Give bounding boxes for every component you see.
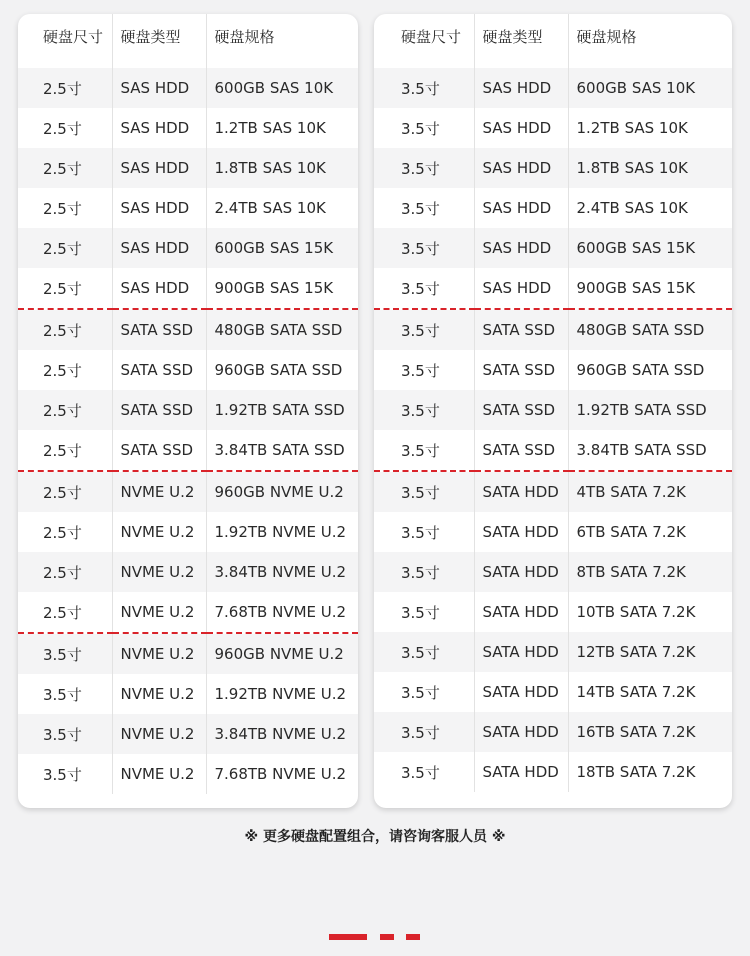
cell-type: SATA SSD bbox=[112, 390, 206, 430]
cell-size: 3.5寸 bbox=[374, 148, 474, 188]
right-table-body bbox=[374, 68, 732, 792]
cell-size: 2.5寸 bbox=[18, 148, 112, 188]
cell-size: 3.5寸 bbox=[18, 674, 112, 714]
cell-type: SAS HDD bbox=[474, 108, 568, 148]
header-type: 硬盘类型 bbox=[474, 14, 568, 68]
table-row bbox=[374, 672, 732, 712]
cell-size: 2.5寸 bbox=[18, 108, 112, 148]
cell-size: 3.5寸 bbox=[374, 390, 474, 430]
table-row bbox=[18, 68, 358, 108]
cell-size: 2.5寸 bbox=[18, 471, 112, 512]
table-row bbox=[374, 752, 732, 792]
cell-type: SATA SSD bbox=[474, 390, 568, 430]
cell-spec: 960GB SATA SSD bbox=[206, 350, 358, 390]
cell-size: 3.5寸 bbox=[374, 228, 474, 268]
table-row bbox=[374, 148, 732, 188]
cell-spec: 10TB SATA 7.2K bbox=[568, 592, 732, 632]
table-header-row bbox=[18, 14, 358, 68]
cell-spec: 2.4TB SAS 10K bbox=[206, 188, 358, 228]
table-row bbox=[18, 471, 358, 512]
cell-spec: 7.68TB NVME U.2 bbox=[206, 754, 358, 794]
cell-size: 2.5寸 bbox=[18, 552, 112, 592]
cell-type: SAS HDD bbox=[112, 68, 206, 108]
table-row bbox=[18, 552, 358, 592]
table-row bbox=[374, 188, 732, 228]
cell-spec: 600GB SAS 15K bbox=[568, 228, 732, 268]
cell-type: SATA HDD bbox=[474, 752, 568, 792]
table-row bbox=[18, 350, 358, 390]
table-row bbox=[18, 633, 358, 674]
cell-spec: 1.8TB SAS 10K bbox=[568, 148, 732, 188]
cell-type: SAS HDD bbox=[112, 148, 206, 188]
cell-spec: 960GB SATA SSD bbox=[568, 350, 732, 390]
cell-type: SATA HDD bbox=[474, 592, 568, 632]
table-row bbox=[374, 68, 732, 108]
cell-size: 2.5寸 bbox=[18, 309, 112, 350]
table-row bbox=[18, 148, 358, 188]
cell-spec: 1.2TB SAS 10K bbox=[206, 108, 358, 148]
cell-type: SAS HDD bbox=[112, 188, 206, 228]
table-row bbox=[18, 754, 358, 794]
cell-spec: 2.4TB SAS 10K bbox=[568, 188, 732, 228]
table-row bbox=[374, 430, 732, 471]
header-spec: 硬盘规格 bbox=[206, 14, 358, 68]
cell-spec: 4TB SATA 7.2K bbox=[568, 471, 732, 512]
cell-type: SAS HDD bbox=[112, 108, 206, 148]
cell-size: 3.5寸 bbox=[18, 714, 112, 754]
cell-size: 3.5寸 bbox=[374, 471, 474, 512]
cell-type: SATA HDD bbox=[474, 471, 568, 512]
cell-spec: 900GB SAS 15K bbox=[568, 268, 732, 309]
cell-size: 3.5寸 bbox=[18, 754, 112, 794]
header-spec: 硬盘规格 bbox=[568, 14, 732, 68]
cell-size: 2.5寸 bbox=[18, 592, 112, 633]
cell-type: SAS HDD bbox=[474, 268, 568, 309]
cell-type: NVME U.2 bbox=[112, 674, 206, 714]
table-row bbox=[18, 268, 358, 309]
cell-spec: 960GB NVME U.2 bbox=[206, 633, 358, 674]
cell-type: SATA HDD bbox=[474, 552, 568, 592]
cell-spec: 960GB NVME U.2 bbox=[206, 471, 358, 512]
cell-size: 3.5寸 bbox=[18, 633, 112, 674]
table-row bbox=[18, 674, 358, 714]
table-row bbox=[374, 268, 732, 309]
cell-type: NVME U.2 bbox=[112, 714, 206, 754]
cell-type: SAS HDD bbox=[474, 68, 568, 108]
cell-spec: 12TB SATA 7.2K bbox=[568, 632, 732, 672]
table-row bbox=[374, 592, 732, 632]
cell-spec: 3.84TB NVME U.2 bbox=[206, 714, 358, 754]
cell-type: SAS HDD bbox=[474, 228, 568, 268]
cell-type: SAS HDD bbox=[112, 268, 206, 309]
cell-spec: 600GB SAS 15K bbox=[206, 228, 358, 268]
cell-type: SATA HDD bbox=[474, 512, 568, 552]
table-row bbox=[18, 714, 358, 754]
header-size: 硬盘尺寸 bbox=[43, 28, 104, 46]
table-row bbox=[374, 228, 732, 268]
cell-size: 3.5寸 bbox=[374, 552, 474, 592]
cell-size: 2.5寸 bbox=[18, 228, 112, 268]
cell-spec: 3.84TB SATA SSD bbox=[568, 430, 732, 471]
cell-type: SATA SSD bbox=[112, 350, 206, 390]
dash-short bbox=[380, 934, 394, 940]
cell-spec: 14TB SATA 7.2K bbox=[568, 672, 732, 712]
table-row bbox=[18, 592, 358, 633]
cell-size: 2.5寸 bbox=[18, 188, 112, 228]
cell-size: 3.5寸 bbox=[374, 268, 474, 309]
cell-size: 2.5寸 bbox=[18, 512, 112, 552]
cell-spec: 6TB SATA 7.2K bbox=[568, 512, 732, 552]
cell-type: NVME U.2 bbox=[112, 471, 206, 512]
cell-spec: 1.92TB NVME U.2 bbox=[206, 512, 358, 552]
cell-size: 2.5寸 bbox=[18, 268, 112, 309]
cell-spec: 1.92TB SATA SSD bbox=[206, 390, 358, 430]
table-row bbox=[374, 632, 732, 672]
left-spec-table-panel bbox=[18, 14, 358, 808]
cell-spec: 480GB SATA SSD bbox=[568, 309, 732, 350]
table-row bbox=[374, 108, 732, 148]
table-row bbox=[18, 108, 358, 148]
cell-spec: 3.84TB NVME U.2 bbox=[206, 552, 358, 592]
table-row bbox=[18, 188, 358, 228]
cell-type: SATA SSD bbox=[474, 309, 568, 350]
cell-size: 3.5寸 bbox=[374, 430, 474, 471]
cell-size: 3.5寸 bbox=[374, 592, 474, 632]
cell-spec: 600GB SAS 10K bbox=[568, 68, 732, 108]
cell-size: 3.5寸 bbox=[374, 752, 474, 792]
cell-type: SATA SSD bbox=[474, 430, 568, 471]
cell-spec: 7.68TB NVME U.2 bbox=[206, 592, 358, 633]
table-row bbox=[18, 390, 358, 430]
page-indicator-dashes bbox=[0, 934, 750, 940]
right-spec-table-panel bbox=[374, 14, 732, 808]
cell-type: SAS HDD bbox=[112, 228, 206, 268]
table-row bbox=[18, 430, 358, 471]
cell-type: SATA HDD bbox=[474, 672, 568, 712]
cell-spec: 3.84TB SATA SSD bbox=[206, 430, 358, 471]
table-row bbox=[18, 228, 358, 268]
cell-spec: 16TB SATA 7.2K bbox=[568, 712, 732, 752]
cell-size: 2.5寸 bbox=[18, 430, 112, 471]
table-row bbox=[374, 712, 732, 752]
consult-footnote: ※ 更多硬盘配置组合，请咨询客服人员 ※ bbox=[244, 829, 506, 845]
left-table-body bbox=[18, 68, 358, 794]
cell-size: 3.5寸 bbox=[374, 309, 474, 350]
table-row bbox=[18, 512, 358, 552]
cell-size: 3.5寸 bbox=[374, 712, 474, 752]
table-row bbox=[374, 350, 732, 390]
header-type: 硬盘类型 bbox=[112, 14, 206, 68]
cell-size: 3.5寸 bbox=[374, 512, 474, 552]
cell-type: SAS HDD bbox=[474, 148, 568, 188]
cell-spec: 1.2TB SAS 10K bbox=[568, 108, 732, 148]
cell-spec: 1.8TB SAS 10K bbox=[206, 148, 358, 188]
table-row bbox=[374, 471, 732, 512]
cell-size: 3.5寸 bbox=[374, 672, 474, 712]
table-row bbox=[18, 309, 358, 350]
cell-type: NVME U.2 bbox=[112, 754, 206, 794]
table-row bbox=[374, 309, 732, 350]
cell-spec: 1.92TB NVME U.2 bbox=[206, 674, 358, 714]
cell-size: 3.5寸 bbox=[374, 108, 474, 148]
cell-type: SATA SSD bbox=[474, 350, 568, 390]
table-header-row bbox=[374, 14, 732, 68]
left-spec-table bbox=[18, 14, 358, 794]
cell-size: 2.5寸 bbox=[18, 68, 112, 108]
cell-type: SATA SSD bbox=[112, 309, 206, 350]
cell-type: NVME U.2 bbox=[112, 633, 206, 674]
cell-size: 3.5寸 bbox=[374, 68, 474, 108]
cell-spec: 8TB SATA 7.2K bbox=[568, 552, 732, 592]
cell-type: NVME U.2 bbox=[112, 552, 206, 592]
table-row bbox=[374, 512, 732, 552]
cell-size: 2.5寸 bbox=[18, 390, 112, 430]
cell-spec: 600GB SAS 10K bbox=[206, 68, 358, 108]
cell-spec: 480GB SATA SSD bbox=[206, 309, 358, 350]
cell-type: SATA HDD bbox=[474, 712, 568, 752]
table-row bbox=[374, 390, 732, 430]
cell-size: 3.5寸 bbox=[374, 350, 474, 390]
cell-size: 2.5寸 bbox=[18, 350, 112, 390]
dash-short bbox=[406, 934, 420, 940]
right-spec-table bbox=[374, 14, 732, 792]
cell-spec: 18TB SATA 7.2K bbox=[568, 752, 732, 792]
cell-spec: 900GB SAS 15K bbox=[206, 268, 358, 309]
cell-type: NVME U.2 bbox=[112, 592, 206, 633]
cell-type: SATA SSD bbox=[112, 430, 206, 471]
cell-type: SAS HDD bbox=[474, 188, 568, 228]
cell-spec: 1.92TB SATA SSD bbox=[568, 390, 732, 430]
table-row bbox=[374, 552, 732, 592]
cell-type: SATA HDD bbox=[474, 632, 568, 672]
cell-size: 3.5寸 bbox=[374, 188, 474, 228]
cell-type: NVME U.2 bbox=[112, 512, 206, 552]
dash-long bbox=[329, 934, 367, 940]
header-size: 硬盘尺寸 bbox=[401, 28, 462, 46]
cell-size: 3.5寸 bbox=[374, 632, 474, 672]
